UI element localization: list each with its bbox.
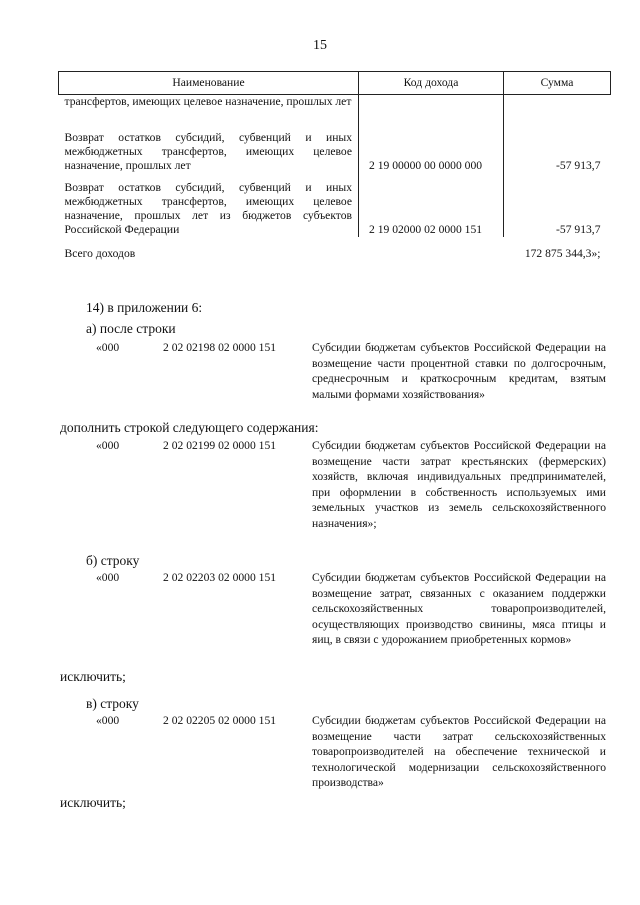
revenue-table <box>58 71 611 261</box>
row-code: 2 19 00000 00 0000 000 <box>359 123 504 173</box>
row-name: Возврат остатков субсидий, субвенций и иных межбюджетных трансфертов, имеющих целевое назначение, прошлых лет <box>64 131 352 172</box>
exclude-1: исключить; <box>60 669 126 684</box>
header-amount: Сумма <box>504 72 611 95</box>
row-code: 2 19 02000 02 0000 151 <box>359 173 504 237</box>
exclude-2: исключить; <box>60 795 126 810</box>
row-name: трансфертов, имеющих целевое назначение, прошлых лет <box>64 95 352 108</box>
entry-2-text: Субсидии бюджетам субъектов Российской Федерации на возмещение части затрат крестьянских (фермерских) хозяйств, включая индивидуальных предпринимателей, при оформлении в собственность используемых ими земельных участков из земель сельскохозяйственного назначения»; <box>312 439 606 530</box>
row-amount: -57 913,7 <box>556 159 601 172</box>
header-code: Код дохода <box>359 72 504 95</box>
page-number: 15 <box>313 38 327 53</box>
subitem-a: а) после строки <box>86 321 176 336</box>
table-row <box>59 95 611 124</box>
entry-1-text: Субсидии бюджетам субъектов Российской Федерации на возмещение части процентной ставки по долгосрочным, среднесрочным и краткосрочным кредитам, взятым малыми формами хозяйствования» <box>312 341 606 401</box>
entry-4-code: 2 02 02205 02 0000 151 <box>163 714 277 727</box>
row-amount: -57 913,7 <box>556 223 601 236</box>
table-total-row <box>59 237 611 261</box>
entry-3-code: 2 02 02203 02 0000 151 <box>163 571 277 584</box>
entry-1-code: 2 02 02198 02 0000 151 <box>163 341 277 354</box>
subitem-b: б) строку <box>86 553 140 568</box>
subitem-c: в) строку <box>86 696 139 711</box>
entry-2-code: 2 02 02199 02 0000 151 <box>163 439 277 452</box>
entry-4-text: Субсидии бюджетам субъектов Российской Федерации на возмещение части затрат сельскохозяйственных товаропроизводителей на обеспечение технической и технологической модернизации сельскохозяйственного производства» <box>312 714 606 789</box>
row-name: Возврат остатков субсидий, субвенций и иных межбюджетных трансфертов, имеющих целевое назначение, прошлых лет из бюджетов субъектов Российской Федерации <box>64 181 352 236</box>
total-code <box>359 237 504 261</box>
header-name: Наименование <box>59 72 359 95</box>
entry-3-prefix: «000 <box>96 571 120 584</box>
entry-2-prefix: «000 <box>96 439 120 452</box>
table-row <box>59 173 611 237</box>
item-14-heading: 14) в приложении 6: <box>86 300 203 315</box>
entry-4-prefix: «000 <box>96 714 120 727</box>
entry-1-prefix: «000 <box>96 341 120 354</box>
row-code <box>359 95 504 124</box>
table-header-row <box>59 72 611 95</box>
table-row <box>59 123 611 173</box>
row-amount <box>504 95 611 124</box>
add-line: дополнить строкой следующего содержания: <box>60 420 319 435</box>
total-amount: 172 875 344,3»; <box>524 247 601 260</box>
entry-3-text: Субсидии бюджетам субъектов Российской Федерации на возмещение затрат, связанных с оказанием поддержки сельскохозяйственных товаропроизводителей, осуществляющих производство свинины, мяса птицы и яиц, в связи с удорожанием приобретенных кормов» <box>312 571 606 646</box>
total-label: Всего доходов <box>64 247 136 260</box>
